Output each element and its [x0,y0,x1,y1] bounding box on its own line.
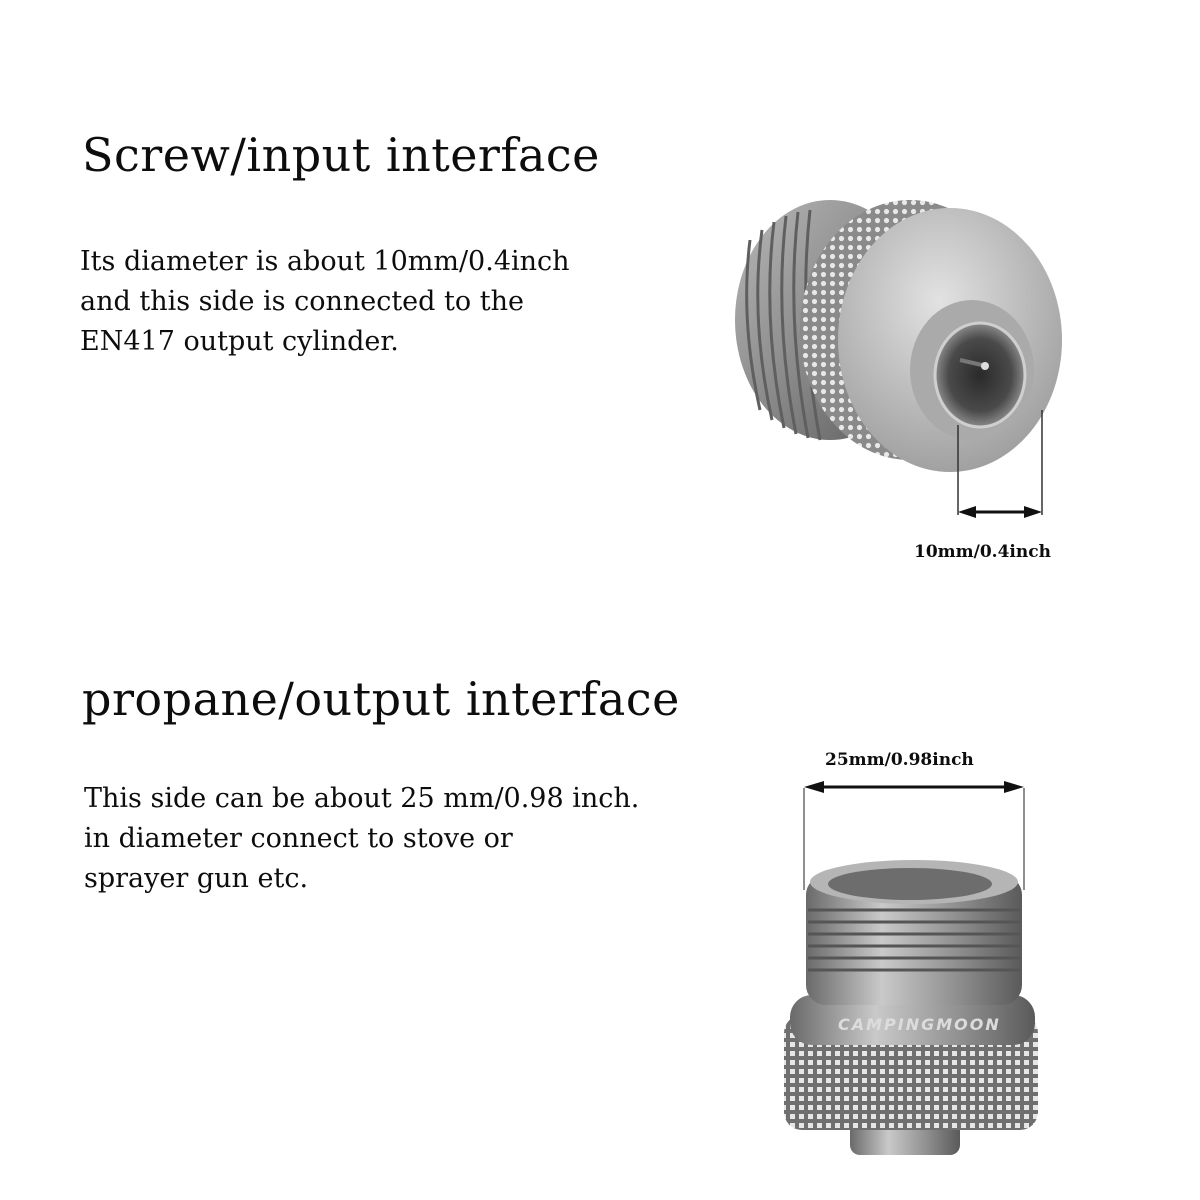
description-line: Its diameter is about 10mm/0.4inch [80,246,570,277]
description-line: This side can be about 25 mm/0.98 inch. [84,783,640,814]
dimension-label-output: 25mm/0.98inch [825,750,974,770]
adapter-input-side-image [720,180,1080,530]
brand-engraving: CAMPINGMOON [838,1015,1001,1034]
section-heading-input: Screw/input interface [82,128,600,182]
description-line: and this side is connected to the [80,286,524,317]
description-line: EN417 output cylinder. [80,326,399,357]
section-description-output [84,779,639,899]
adapter-output-side-image [770,770,1050,1170]
section-description-input [80,242,570,362]
dimension-label-input: 10mm/0.4inch [914,542,1051,562]
description-line: sprayer gun etc. [84,863,309,894]
description-line: in diameter connect to stove or [84,823,513,854]
section-heading-output: propane/output interface [82,672,680,726]
